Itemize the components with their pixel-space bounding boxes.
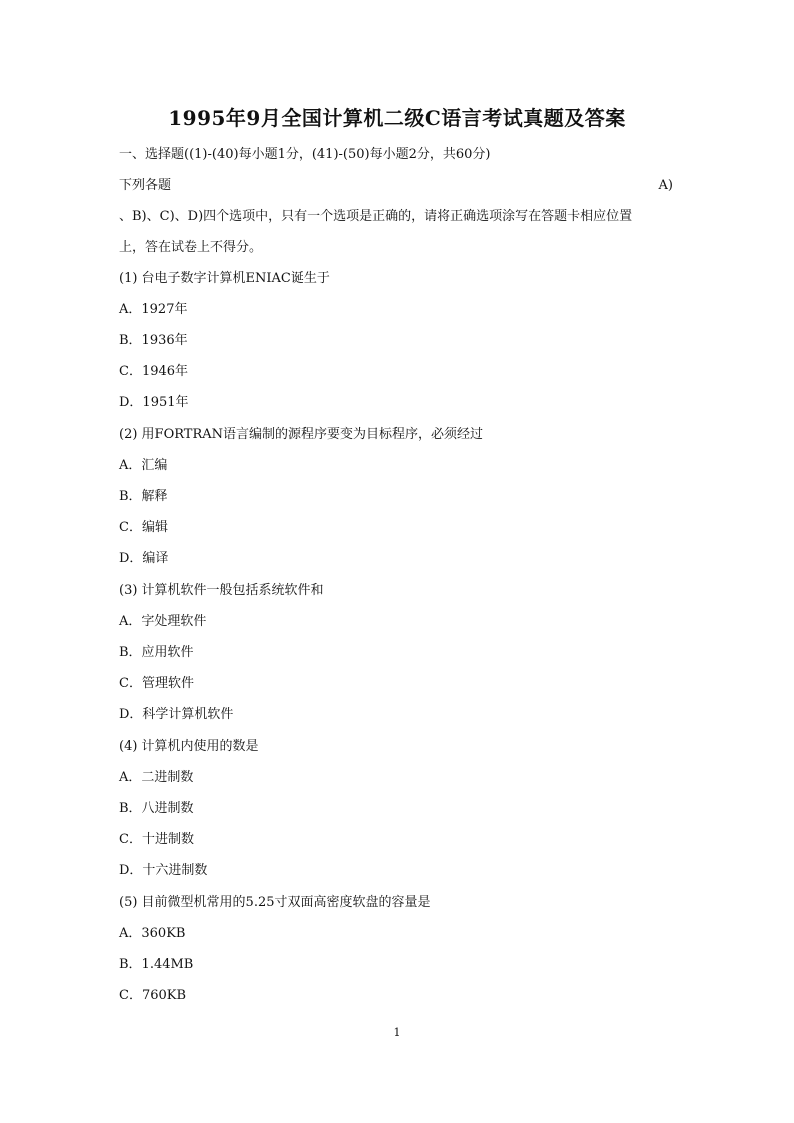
instruction-text-2: 、B)、C)、D)四个选项中，只有一个选项是正确的，请将正确选项涂写在答题卡相应位置: [119, 209, 633, 224]
page-title: 1995年9月全国计算机二级C语言考试真题及答案: [168, 106, 626, 130]
section-heading: 一、选择题((1)-(40)每小题1分，(41)-(50)每小题2分，共60分): [119, 147, 491, 162]
question-1-option-c: C．1946年: [119, 364, 189, 379]
page-number: 1: [393, 1026, 401, 1039]
question-2-option-b: B．解释: [119, 489, 168, 504]
question-1-stem: (1) 台电子数字计算机ENIAC诞生于: [119, 271, 330, 286]
question-3-option-a: A．字处理软件: [119, 614, 207, 629]
instruction-option-a-marker: A): [658, 178, 673, 193]
question-1-option-a: A．1927年: [119, 302, 188, 317]
question-2-stem: (2) 用FORTRAN语言编制的源程序要变为目标程序，必须经过: [119, 427, 484, 442]
question-5-stem: (5) 目前微型机常用的5.25寸双面高密度软盘的容量是: [119, 895, 431, 910]
question-2-option-c: C．编辑: [119, 520, 168, 535]
question-4-stem: (4) 计算机内使用的数是: [119, 739, 259, 754]
question-2-option-d: D．编译: [119, 551, 169, 566]
question-4-option-b: B．八进制数: [119, 801, 194, 816]
question-5-option-c: C．760KB: [119, 988, 187, 1003]
question-1-option-d: D．1951年: [119, 395, 189, 410]
question-3-option-b: B．应用软件: [119, 645, 194, 660]
question-5-option-b: B．1.44MB: [119, 957, 194, 972]
instruction-text-3: 上，答在试卷上不得分。: [119, 240, 263, 255]
question-4-option-c: C．十进制数: [119, 832, 194, 847]
question-4-option-d: D．十六进制数: [119, 863, 208, 878]
question-2-option-a: A．汇编: [119, 458, 168, 473]
question-3-option-c: C．管理软件: [119, 676, 194, 691]
instruction-text-1: 下列各题: [119, 178, 172, 193]
question-3-option-d: D．科学计算机软件: [119, 707, 234, 722]
question-4-option-a: A．二进制数: [119, 770, 194, 785]
question-3-stem: (3) 计算机软件一般包括系统软件和: [119, 583, 324, 598]
question-1-option-b: B．1936年: [119, 333, 188, 348]
question-5-option-a: A．360KB: [119, 926, 186, 941]
